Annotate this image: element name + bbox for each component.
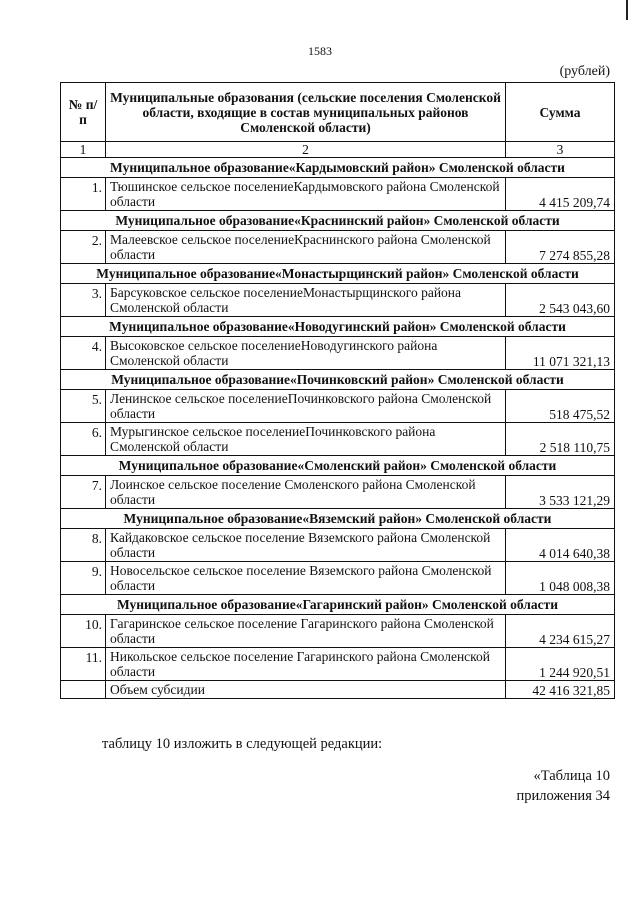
table-row xyxy=(61,476,615,509)
header-municipalities: Муниципальные образования (сельские поселения Смоленской области, входящие в состав муниципальных районов Смоленской области) xyxy=(106,83,506,142)
total-sum: 42 416 321,85 xyxy=(506,681,615,699)
total-row xyxy=(61,681,615,699)
group-title: Муниципальное образование«Гагаринский район» Смоленской области xyxy=(61,595,615,615)
row-name: Кайдаковское сельское поселение Вяземского района Смоленской области xyxy=(106,529,506,562)
row-sum: 4 014 640,38 xyxy=(506,529,615,562)
table-row xyxy=(61,178,615,211)
row-name: Тюшинское сельское поселениеКардымовского района Смоленской области xyxy=(106,178,506,211)
column-index: 2 xyxy=(106,142,506,158)
row-number: 6. xyxy=(61,423,106,456)
group-title: Муниципальное образование«Краснинский район» Смоленской области xyxy=(61,211,615,231)
row-number: 11. xyxy=(61,648,106,681)
row-number: 1. xyxy=(61,178,106,211)
table-row xyxy=(61,562,615,595)
row-sum: 518 475,52 xyxy=(506,390,615,423)
row-name: Малеевское сельское поселениеКраснинского района Смоленской области xyxy=(106,231,506,264)
row-name: Гагаринское сельское поселение Гагаринского района Смоленской области xyxy=(106,615,506,648)
group-header-row xyxy=(61,211,615,231)
group-title: Муниципальное образование«Монастырщинский район» Смоленской области xyxy=(61,264,615,284)
row-sum: 2 543 043,60 xyxy=(506,284,615,317)
row-number: 8. xyxy=(61,529,106,562)
total-number-cell xyxy=(61,681,106,699)
table-row xyxy=(61,337,615,370)
group-header-row xyxy=(61,317,615,337)
row-number: 5. xyxy=(61,390,106,423)
group-header-row xyxy=(61,370,615,390)
group-header-row xyxy=(61,456,615,476)
table-row xyxy=(61,648,615,681)
table-caption-title: «Таблица 10 xyxy=(533,768,610,784)
table-row xyxy=(61,390,615,423)
row-sum: 7 274 855,28 xyxy=(506,231,615,264)
table-row xyxy=(61,423,615,456)
subsidy-table xyxy=(60,82,615,699)
table-row xyxy=(61,284,615,317)
row-name: Барсуковское сельское поселениеМонастырщинского района Смоленской области xyxy=(106,284,506,317)
row-sum: 1 244 920,51 xyxy=(506,648,615,681)
page-number: 1583 xyxy=(308,44,332,58)
table-row xyxy=(61,529,615,562)
row-number: 10. xyxy=(61,615,106,648)
group-title: Муниципальное образование«Кардымовский район» Смоленской области xyxy=(61,158,615,178)
row-name: Ленинское сельское поселениеПочинковского района Смоленской области xyxy=(106,390,506,423)
group-title: Муниципальное образование«Вяземский район» Смоленской области xyxy=(61,509,615,529)
group-title: Муниципальное образование«Починковский район» Смоленской области xyxy=(61,370,615,390)
row-sum: 11 071 321,13 xyxy=(506,337,615,370)
header-number: № п/п xyxy=(61,83,106,142)
row-sum: 4 415 209,74 xyxy=(506,178,615,211)
group-header-row xyxy=(61,264,615,284)
row-number: 9. xyxy=(61,562,106,595)
row-name: Высоковское сельское поселениеНоводугинского района Смоленской области xyxy=(106,337,506,370)
row-sum: 3 533 121,29 xyxy=(506,476,615,509)
column-index: 3 xyxy=(506,142,615,158)
table-caption-appendix: приложения 34 xyxy=(516,788,610,804)
page-edge-mark xyxy=(626,0,640,20)
row-number: 2. xyxy=(61,231,106,264)
row-number: 4. xyxy=(61,337,106,370)
table-caption xyxy=(517,766,610,806)
row-name: Лоинское сельское поселение Смоленского района Смоленской области xyxy=(106,476,506,509)
header-sum: Сумма xyxy=(506,83,615,142)
row-number: 3. xyxy=(61,284,106,317)
row-sum: 4 234 615,27 xyxy=(506,615,615,648)
table-row xyxy=(61,615,615,648)
unit-label: (рублей) xyxy=(559,64,610,79)
group-header-row xyxy=(61,595,615,615)
row-sum: 1 048 008,38 xyxy=(506,562,615,595)
row-name: Мурыгинское сельское поселениеПочинковского района Смоленской области xyxy=(106,423,506,456)
total-label: Объем субсидии xyxy=(106,681,506,699)
instruction-text: таблицу 10 изложить в следующей редакции: xyxy=(102,736,383,752)
row-sum: 2 518 110,75 xyxy=(506,423,615,456)
group-title: Муниципальное образование«Новодугинский район» Смоленской области xyxy=(61,317,615,337)
column-index: 1 xyxy=(61,142,106,158)
row-name: Никольское сельское поселение Гагаринского района Смоленской области xyxy=(106,648,506,681)
table-header-row xyxy=(61,83,615,142)
table-row xyxy=(61,231,615,264)
row-number: 7. xyxy=(61,476,106,509)
row-name: Новосельское сельское поселение Вяземского района Смоленской области xyxy=(106,562,506,595)
group-title: Муниципальное образование«Смоленский район» Смоленской области xyxy=(61,456,615,476)
group-header-row xyxy=(61,158,615,178)
column-index-row xyxy=(61,142,615,158)
group-header-row xyxy=(61,509,615,529)
